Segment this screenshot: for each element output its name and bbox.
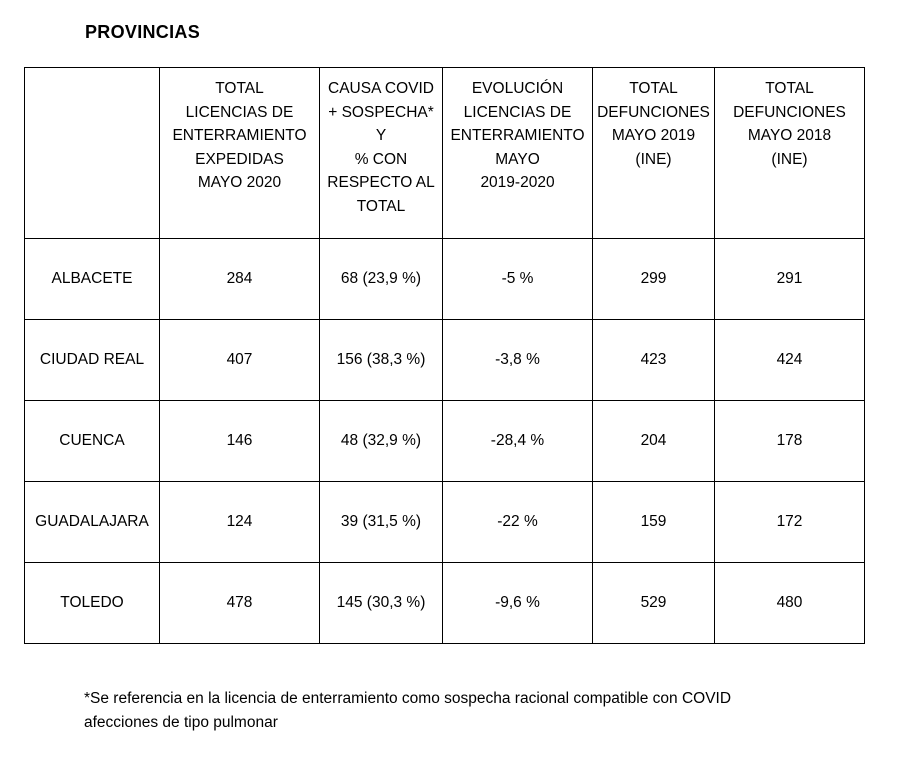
- cell-licencias-2020: 146: [160, 401, 320, 482]
- cell-licencias-2020: 284: [160, 239, 320, 320]
- cell-province: CIUDAD REAL: [25, 320, 160, 401]
- page-title: PROVINCIAS: [85, 22, 201, 42]
- header-cell-province: [25, 68, 160, 239]
- footnote-line: afecciones de tipo pulmonar: [84, 714, 278, 731]
- header-cell-licencias-2020: TOTAL LICENCIAS DE ENTERRAMIENTO EXPEDIDAS MAYO 2020: [160, 68, 320, 239]
- cell-evolucion: -22 %: [443, 482, 593, 563]
- header-cell-evolucion: EVOLUCIÓN LICENCIAS DE ENTERRAMIENTO MAYO 2019-2020: [443, 68, 593, 239]
- cell-province: TOLEDO: [25, 563, 160, 644]
- cell-defunciones-2019: 159: [593, 482, 715, 563]
- cell-defunciones-2019: 423: [593, 320, 715, 401]
- header-cell-causa-covid: CAUSA COVID + SOSPECHA* Y % CON RESPECTO AL TOTAL: [320, 68, 443, 239]
- cell-causa-covid: 156 (38,3 %): [320, 320, 443, 401]
- footnote: [84, 687, 864, 735]
- cell-evolucion: -3,8 %: [443, 320, 593, 401]
- cell-causa-covid: 39 (31,5 %): [320, 482, 443, 563]
- cell-licencias-2020: 478: [160, 563, 320, 644]
- cell-defunciones-2019: 204: [593, 401, 715, 482]
- cell-evolucion: -9,6 %: [443, 563, 593, 644]
- cell-defunciones-2019: 299: [593, 239, 715, 320]
- cell-province: GUADALAJARA: [25, 482, 160, 563]
- header-cell-defunciones-2018: TOTAL DEFUNCIONES MAYO 2018 (INE): [715, 68, 865, 239]
- header-cell-defunciones-2019: TOTAL DEFUNCIONES MAYO 2019 (INE): [593, 68, 715, 239]
- cell-defunciones-2019: 529: [593, 563, 715, 644]
- provinces-table: [24, 67, 865, 644]
- cell-defunciones-2018: 172: [715, 482, 865, 563]
- cell-causa-covid: 68 (23,9 %): [320, 239, 443, 320]
- cell-causa-covid: 145 (30,3 %): [320, 563, 443, 644]
- cell-defunciones-2018: 424: [715, 320, 865, 401]
- cell-province: CUENCA: [25, 401, 160, 482]
- table-row: [25, 482, 865, 563]
- footnote-line: *Se referencia en la licencia de enterramiento como sospecha racional compatible con COVID: [84, 690, 732, 707]
- cell-defunciones-2018: 178: [715, 401, 865, 482]
- table-row: [25, 401, 865, 482]
- cell-evolucion: -28,4 %: [443, 401, 593, 482]
- table-row: [25, 239, 865, 320]
- table-row: [25, 563, 865, 644]
- cell-evolucion: -5 %: [443, 239, 593, 320]
- cell-defunciones-2018: 291: [715, 239, 865, 320]
- cell-licencias-2020: 124: [160, 482, 320, 563]
- cell-defunciones-2018: 480: [715, 563, 865, 644]
- cell-province: ALBACETE: [25, 239, 160, 320]
- header-row: [25, 68, 865, 239]
- table-row: [25, 320, 865, 401]
- cell-causa-covid: 48 (32,9 %): [320, 401, 443, 482]
- cell-licencias-2020: 407: [160, 320, 320, 401]
